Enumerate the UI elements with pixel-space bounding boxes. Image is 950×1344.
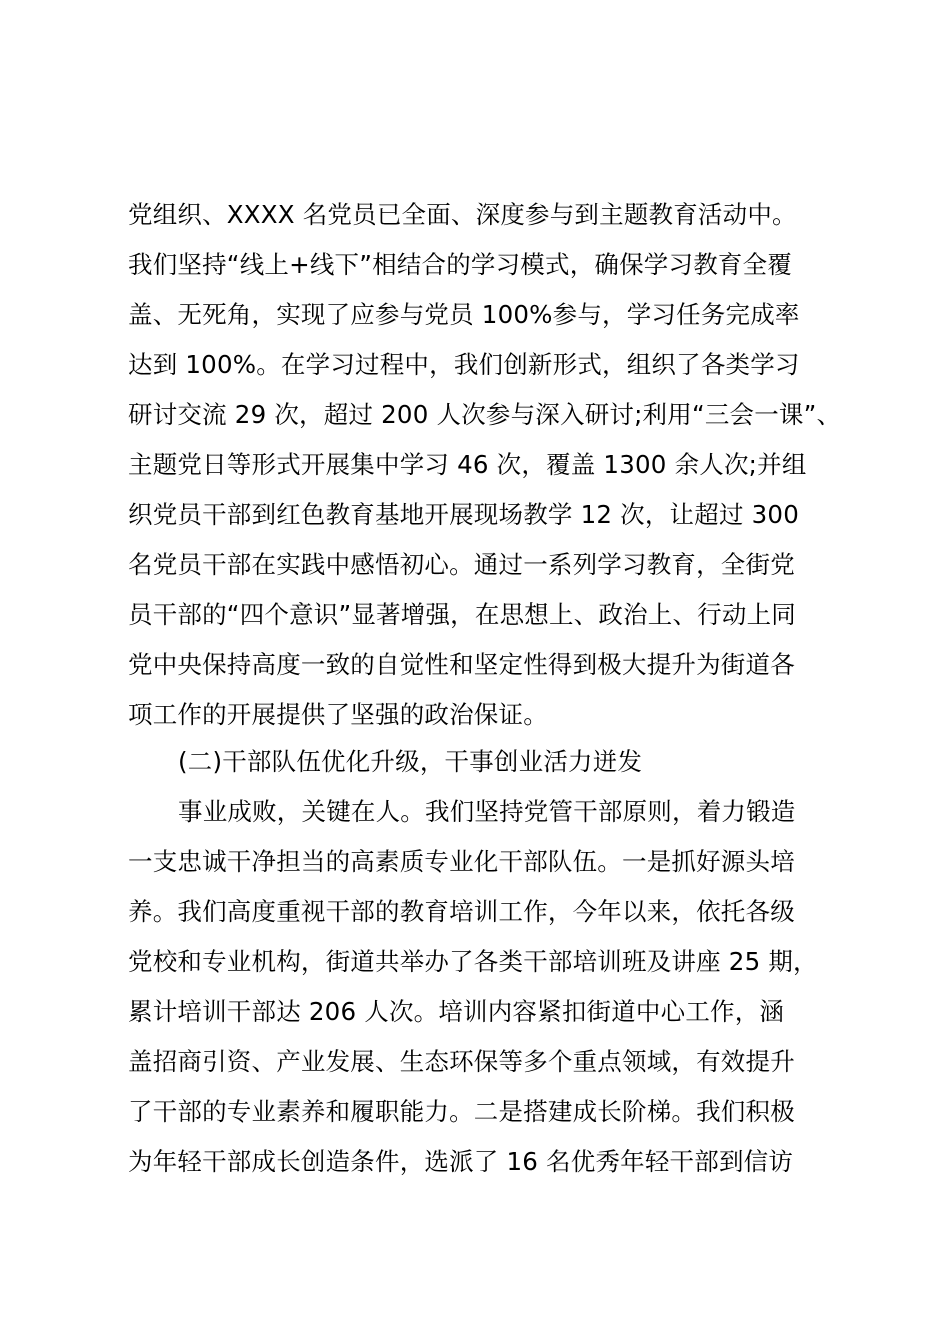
text-line: 织党员干部到红色教育基地开展现场教学 12 次，让超过 300 (128, 500, 799, 529)
text-line: 名党员干部在实践中感悟初心。通过一系列学习教育，全街党 (128, 550, 795, 579)
text-line: 党组织、XXXX 名党员已全面、深度参与到主题教育活动中。 (128, 200, 797, 229)
text-line: 研讨交流 29 次，超过 200 人次参与深入研讨;利用“三会一课”、 (128, 400, 842, 429)
text-line: 为年轻干部成长创造条件，选派了 16 名优秀年轻干部到信访 (128, 1147, 794, 1176)
text-line: 盖、无死角，实现了应参与党员 100%参与，学习任务完成率 (128, 300, 800, 329)
text-line: 主题党日等形式开展集中学习 46 次，覆盖 1300 余人次;并组 (128, 450, 807, 479)
text-line: 员干部的“四个意识”显著增强，在思想上、政治上、行动上同 (128, 600, 796, 629)
text-line: 党校和专业机构，街道共举办了各类干部培训班及讲座 25 期， (128, 947, 818, 976)
section-heading: (二)干部队伍优化升级，干事创业活力迸发 (178, 747, 643, 776)
text-line: 我们坚持“线上+线下”相结合的学习模式，确保学习教育全覆 (128, 250, 793, 279)
paragraph-first-line: 事业成败，关键在人。我们坚持党管干部原则，着力锻造 (178, 797, 796, 826)
text-line: 累计培训干部达 206 人次。培训内容紧扣街道中心工作，涵 (128, 997, 785, 1026)
text-line: 养。我们高度重视干部的教育培训工作，今年以来，依托各级 (128, 897, 795, 926)
text-line: 一支忠诚干净担当的高素质专业化干部队伍。一是抓好源头培 (128, 847, 795, 876)
text-line: 项工作的开展提供了坚强的政治保证。 (128, 700, 548, 729)
text-line: 党中央保持高度一致的自觉性和坚定性得到极大提升为街道各 (128, 650, 795, 679)
text-line: 盖招商引资、产业发展、生态环保等多个重点领域，有效提升 (128, 1047, 795, 1076)
text-line: 了干部的专业素养和履职能力。二是搭建成长阶梯。我们积极 (128, 1097, 795, 1126)
text-line: 达到 100%。在学习过程中，我们创新形式，组织了各类学习 (128, 350, 800, 379)
